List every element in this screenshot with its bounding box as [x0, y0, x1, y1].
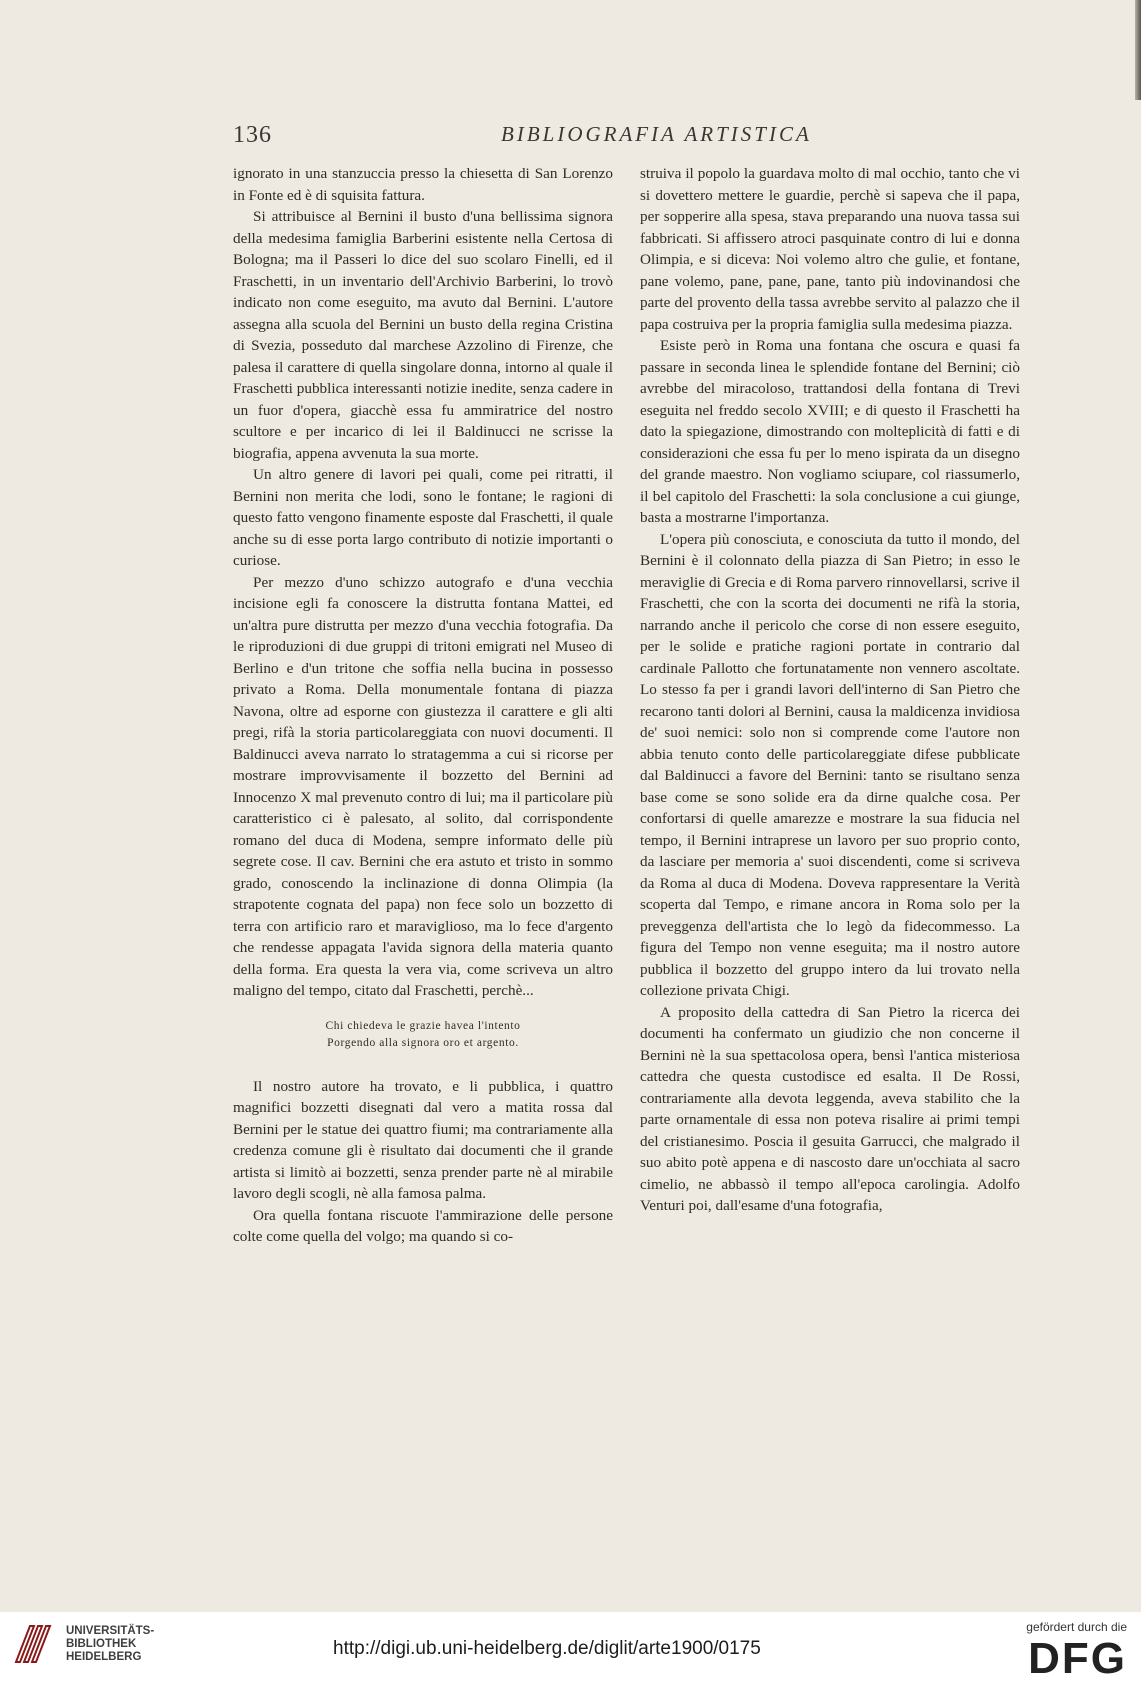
- left-column: [233, 163, 613, 1248]
- page-number: 136: [233, 122, 272, 148]
- library-name-line: BIBLIOTHEK: [66, 1638, 137, 1650]
- paragraph: Per mezzo d'uno schizzo autografo e d'una vecchia incisione egli fa conoscere la distrutta fontana Mattei, ed un'altra pure distrutta per mezzo d'una vecchia fotografia. Da le riproduzioni di due gruppi di tritoni emigrati nel Museo di Berlino e d'un tritone che soffia nella bucina in possesso privato a Roma. Della monumentale fontana di piazza Navona, oltre ad esporne con giustezza il carattere e gli alti pregi, rifà la storia particolareggiata con nuovi documenti. Il Baldinucci aveva narrato lo stratagemma a cui si ricorse per mostrare improvvisamente il bozzetto del Bernini ad Innocenzo X mal prevenuto contro di lui; ma il particolare più caratteristico ci è palesato, al solito, dal corrispondente romano del duca di Modena, sempre informato delle più segrete cose. Il cav. Bernini che era astuto et tristo in sommo grado, conoscendo la inclinazione di donna Olimpia (la strapotente cognata del papa) non fece solo un bozzetto di terra con artificio raro et maraviglioso, ma lo fece d'argento che rendesse appagata l'avida signora della materia quanto della forma. Era questa la vera via, come scriveva un altro maligno del tempo, citato dal Fraschetti, perchè...: [233, 573, 613, 999]
- running-title: BIBLIOGRAFIA ARTISTICA: [501, 122, 812, 146]
- paragraph: struiva il popolo la guardava molto di mal occhio, tanto che vi si dovettero mettere le guardie, perchè si sapeva che il papa, per sopperire alla spesa, stava preparando una nuova tassa sui fabbricati. Si affissero atroci pasquinate contro di lui e donna Olimpia, e si diceva: Noi volemo altro che gulie, et fontane, pane volemo, pane, pane, pane, tanto più indovinandosi che parte del provento della tassa avrebbe servito al palazzo che il papa costruiva per la propria famiglia sulla medesima piazza.: [640, 165, 1020, 333]
- paragraph: Il nostro autore ha trovato, e li pubblica, i quattro magnifici bozzetti disegnati dal vero a matita rossa dal Bernini per le statue dei quattro fiumi; ma contrariamente alla credenza comune gli è risultato dai documenti che il grande artista si limitò ai bozzetti, senza prender parte nè al mirabile lavoro degli scogli, nè alla famosa palma.: [233, 1077, 613, 1202]
- university-library-logo-icon: [10, 1622, 58, 1666]
- paragraph: A proposito della cattedra di San Pietro la ricerca dei documenti ha confermato un giudizio che non concerne il Bernini nè la sua spettacolosa opera, bensì l'antica misteriosa cattedra che questa custodisce ed esalta. Il De Rossi, contrariamente alla devota leggenda, aveva stabilito che la parte ornamentale di essa non poteva risalire ai primi tempi del cristianesimo. Poscia il gesuita Garrucci, che malgrado il suo abito potè appena e di nascosto dare un'occhiata al sacro cimelio, ne abbassò il tempo all'epoca carolingia. Adolfo Venturi poi, dall'esame d'una fotografia,: [640, 1003, 1020, 1214]
- verse-line: Chi chiedeva le grazie havea l'intento: [325, 1019, 521, 1032]
- page-edge-shadow: [1135, 0, 1141, 100]
- paragraph: Ora quella fontana riscuote l'ammirazione delle persone colte come quella del volgo; ma quando si co-: [233, 1206, 613, 1245]
- paragraph: ignorato in una stanzuccia presso la chiesetta di San Lorenzo in Fonte ed è di squisita fattura.: [233, 165, 613, 204]
- digitization-footer: [0, 1612, 1141, 1684]
- paragraph: Esiste però in Roma una fontana che oscura e quasi fa passare in seconda linea le splendide fontane del Bernini; ciò avrebbe del miracoloso, trattandosi della fontana di Trevi eseguita nel freddo secolo XVIII; e di questo il Fraschetti ha dato la spiegazione, dimostrando con molteplicità di fatti e di considerazioni che essa fu per lo meno ispirata da un disegno del grande maestro. Non vogliamo sciupare, col riassumerlo, il bel capitolo del Fraschetti: la sola conclusione a cui giunge, basta a mostrarne l'importanza.: [640, 337, 1020, 526]
- library-name-line: UNIVERSITÄTS-: [66, 1625, 155, 1637]
- right-column: [640, 163, 1020, 1217]
- source-url[interactable]: http://digi.ub.uni-heidelberg.de/diglit/arte1900/0175: [333, 1638, 761, 1659]
- funded-by-label: gefördert durch die: [1026, 1620, 1127, 1634]
- paragraph: Si attribuisce al Bernini il busto d'una bellissima signora della medesima famiglia Barberini esistente nella Certosa di Bologna; ma il Passeri lo dice del suo scolaro Finelli, ed il Fraschetti, in un inventario dell'Archivio Barberini, lo trovò indicato non come eseguito, ma avuto dal Bernini. L'autore assegna alla scuola del Bernini un busto della regina Cristina di Svezia, posseduto dal marchese Azzolino di Firenze, che palesa il carattere di quella singolare donna, intorno al quale il Fraschetti pubblica interessanti notizie inedite, senza cadere in un fuor d'opera, giacchè essa fu ammiratrice del nostro scultore e per incarico di lei il Baldinucci ne scrisse la biografia, appena avvenuta la sua morte.: [233, 208, 613, 462]
- library-name: [66, 1625, 154, 1664]
- dfg-logo: DFG: [1028, 1634, 1127, 1683]
- verse-quotation: [233, 1018, 613, 1052]
- page-header: [233, 122, 1019, 152]
- verse-line: Porgendo alla signora oro et argento.: [327, 1036, 519, 1049]
- paragraph: Un altro genere di lavori pei quali, come pei ritratti, il Bernini non merita che lodi, sono le fontane; le ragioni di questo fatto vengono finamente esposte dal Fraschetti, il quale anche su di esse porta largo contributo di notizie importanti o curiose.: [233, 466, 613, 569]
- paragraph: L'opera più conosciuta, e conosciuta da tutto il mondo, del Bernini è il colonnato della piazza di San Pietro; in esso le meraviglie di Grecia e di Roma parvero rinnovellarsi, scrive il Fraschetti, che con la scorta dei documenti ne rifà la storia, narrando anche il pericolo che corse di non essere eseguito, per le solide e pratiche ragioni portate in contrario dal cardinale Pallotto che fortunatamente non vennero ascoltate. Lo stesso fa per i grandi lavori dell'interno di San Pietro che recarono tanti dolori al Bernini, causa la maldicenza invidiosa de' suoi nemici: solo non si comprende come l'autore non abbia tenuto conto delle particolareggiate difese pubblicate dal Baldinucci a favore del Bernini: tanto se risultano senza base come se sono solide era da dirne qualche cosa. Per confortarsi di quelle amarezze e mostrare la sua fiducia nel tempo, il Bernini intraprese un lavoro per suo proprio conto, da lasciare per memoria a' suoi discendenti, come si scriveva da Roma al duca di Modena. Doveva rappresentare la Verità scoperta dal Tempo, e rimane ancora in Roma solo per la preveggenza dell'artista che lo legò da fidecommesso. La figura del Tempo non venne eseguita; ma il nostro autore pubblica il bozzetto del gruppo intero da lui trovato nella collezione privata Chigi.: [640, 530, 1020, 999]
- library-name-line: HEIDELBERG: [66, 1651, 142, 1663]
